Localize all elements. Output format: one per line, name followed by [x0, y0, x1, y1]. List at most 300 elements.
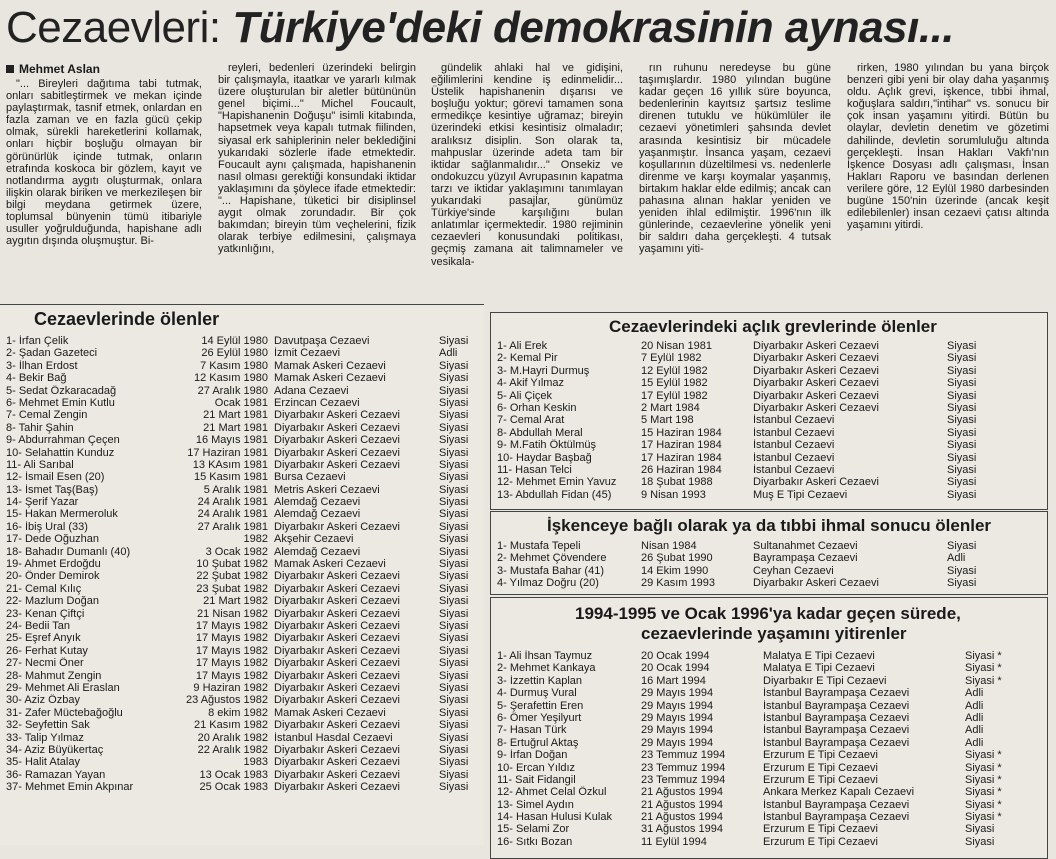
row-name: 17- Dede Oğuzhan	[6, 533, 99, 546]
row-name: 37- Mehmet Emin Akpınar	[6, 781, 134, 794]
row-name: 12- İsmail Esen (20)	[6, 471, 105, 484]
row-date: 20 Nisan 1981	[641, 340, 712, 352]
row-date: 12 Kasım 1980	[194, 372, 268, 385]
row-name: 20- Önder Demirok	[6, 570, 100, 583]
row-name: 27- Necmi Öner	[6, 657, 84, 670]
row-date: 11 Eylül 1994	[641, 835, 707, 848]
row-date: 12 Eylül 1982	[641, 364, 708, 377]
column-text: "... Bireyleri dağıtıma tabi tutmak, onları sabitleştirmek ve mekan içinde paylaştırmak, tasnif etmek, onlardan en fazla zaman ve en fazla gücü çekip olmak, sürekli hareketlerini kollamak, onları hiçbir boşluğu olmayan bir görünürlük içinde tutmak, onların etrafında koskoca bir gözlem, kayıt ve notlandırma aygıtı oluşturmak, onlara ilişkin olarak biriken ve merkezileşen bir bilgi meydana getirmek üzere, toplumsal bünyenin tümü itibariyle usuller yoğrulduğunda, hapishane adlı aygıtın dışında oluşmuştur. Bi-	[6, 78, 202, 248]
row-date: 16 Mayıs 1981	[195, 434, 268, 447]
row-name: 10- Ercan Yıldız	[497, 761, 576, 774]
row-date: 24 Aralık 1981	[197, 508, 268, 521]
row-date: 17 Mayıs 1982	[195, 619, 268, 632]
row-date: 18 Şubat 1988	[641, 476, 713, 489]
row-date: 20 Aralık 1982	[197, 731, 268, 744]
row-type: Siyasi *	[965, 650, 1002, 662]
row-type: Siyasi	[947, 364, 977, 377]
row-prison: Adana Cezaevi	[274, 384, 349, 397]
row-prison: Alemdağ Cezaevi	[274, 508, 361, 521]
row-type: Siyasi	[439, 508, 469, 521]
article-column-5	[847, 62, 1049, 302]
row-prison: Erzincan Cezaevi	[274, 396, 360, 409]
row-type: Siyasi	[439, 719, 469, 732]
row-prison: Diyarbakır Askeri Cezaevi	[274, 520, 400, 533]
row-prison: Bursa Cezaevi	[274, 471, 346, 484]
row-type: Siyasi	[439, 595, 469, 608]
row-prison: Diyarbakır Askeri Cezaevi	[274, 644, 400, 657]
row-type: Siyasi	[439, 669, 469, 682]
row-date: 7 Eylül 1982	[641, 352, 702, 365]
row-date: 23 Temmuz 1994	[641, 773, 726, 786]
row-date: 23 Ağustos 1982	[186, 694, 268, 707]
row-prison: İstanbul Cezaevi	[753, 439, 835, 452]
row-prison: Diyarbakır Askeri Cezaevi	[274, 607, 400, 620]
row-date: 1982	[243, 533, 268, 546]
row-date: 21 Ağustos 1994	[641, 798, 723, 811]
row-type: Siyasi	[439, 372, 469, 385]
row-date: 3 Ocak 1982	[205, 545, 268, 558]
headline-plain: Cezaevleri:	[6, 3, 233, 52]
row-date: 26 Eylül 1980	[201, 347, 268, 360]
row-type: Siyasi	[947, 451, 977, 464]
row-type: Siyasi	[439, 681, 469, 694]
row-name: 13- Simel Aydın	[497, 798, 574, 811]
row-prison: İstanbul Bayrampaşa Cezaevi	[763, 724, 910, 737]
row-date: 17 Haziran 1984	[641, 439, 722, 452]
row-name: 4- Durmuş Vural	[497, 687, 577, 700]
row-type: Siyasi	[439, 533, 469, 546]
row-prison: Diyarbakır Askeri Cezaevi	[274, 681, 400, 694]
row-type: Adli	[965, 724, 984, 737]
row-date: 26 Haziran 1984	[641, 463, 722, 476]
row-date: 17 Haziran 1984	[641, 451, 722, 464]
row-date: 16 Mart 1994	[641, 674, 706, 687]
row-prison: İstanbul Bayrampaşa Cezaevi	[763, 699, 910, 712]
row-prison: Malatya E Tipi Cezaevi	[763, 662, 875, 675]
row-name: 1- Mustafa Tepeli	[497, 540, 581, 552]
byline-square-icon	[6, 65, 14, 73]
row-name: 6- Ömer Yeşilyurt	[497, 711, 582, 724]
row-prison: Diyarbakır Askeri Cezaevi	[274, 743, 400, 756]
row-prison: Erzurum E Tipi Cezaevi	[763, 835, 878, 848]
row-prison: Erzurum E Tipi Cezaevi	[763, 749, 878, 762]
row-name: 9- Abdurrahman Çeçen	[6, 434, 120, 447]
author-name: Mehmet Aslan	[19, 62, 100, 76]
row-type: Siyasi	[439, 570, 469, 583]
row-name: 7- Cemal Zengin	[6, 409, 88, 422]
row-type: Siyasi	[947, 463, 977, 476]
row-prison: Diyarbakır Askeri Cezaevi	[274, 694, 400, 707]
row-type: Siyasi	[439, 471, 469, 484]
row-type: Siyasi *	[965, 773, 1002, 786]
row-type: Siyasi *	[965, 749, 1002, 762]
row-name: 33- Talip Yılmaz	[6, 731, 84, 744]
row-name: 1- İrfan Çelik	[6, 335, 69, 347]
row-prison: İstanbul Bayrampaşa Cezaevi	[763, 711, 910, 724]
row-date: 5 Aralık 1981	[203, 483, 268, 496]
row-type: Siyasi	[439, 644, 469, 657]
row-name: 21- Cemal Kılıç	[6, 582, 82, 595]
article-column-2	[218, 62, 416, 302]
torture-title: İşkenceye bağlı olarak ya da tıbbi ihmal sonucu ölenler	[547, 516, 992, 535]
row-type: Siyasi	[439, 359, 469, 372]
row-prison: Bayrampaşa Cezaevi	[753, 552, 858, 565]
row-type: Siyasi	[439, 446, 469, 459]
row-type: Siyasi	[439, 335, 469, 347]
row-name: 1- Ali Erek	[497, 340, 548, 352]
row-type: Siyasi	[439, 496, 469, 509]
row-name: 19- Ahmet Erdoğdu	[6, 558, 101, 571]
row-name: 9- İrfan Doğan	[497, 749, 568, 762]
recent-title-2: cezaevlerinde yaşamını yitirenler	[641, 624, 907, 643]
row-name: 24- Bedii Tan	[6, 619, 71, 632]
row-date: 21 Nisan 1982	[197, 607, 268, 620]
row-prison: Mamak Askeri Cezaevi	[274, 359, 386, 372]
article-column-1	[6, 78, 202, 300]
row-prison: Diyarbakır Askeri Cezaevi	[753, 364, 879, 377]
row-date: 17 Mayıs 1982	[195, 669, 268, 682]
row-prison: İstanbul Cezaevi	[753, 463, 835, 476]
row-prison: Metris Askeri Cezaevi	[274, 483, 380, 496]
row-date: 29 Mayıs 1994	[641, 687, 714, 700]
headline-emphasis: Türkiye'deki demokrasinin aynası...	[232, 3, 955, 52]
row-type: Siyasi	[965, 835, 995, 848]
row-name: 18- Bahadır Dumanlı (40)	[6, 545, 131, 558]
row-prison: İstanbul Bayrampaşa Cezaevi	[763, 811, 910, 824]
row-name: 31- Zafer Müctebağoğlu	[6, 706, 123, 719]
row-date: 5 Mart 198	[641, 414, 694, 427]
row-name: 9- M.Fatih Öktülmüş	[497, 439, 597, 452]
row-prison: Diyarbakır Askeri Cezaevi	[274, 619, 400, 632]
row-type: Siyasi	[439, 607, 469, 620]
row-type: Siyasi	[439, 657, 469, 670]
row-name: 6- Mehmet Emin Kutlu	[6, 396, 115, 409]
row-date: 21 Kasım 1982	[194, 719, 268, 732]
row-date: 13 KAsım 1981	[192, 458, 268, 471]
row-prison: Diyarbakır Askeri Cezaevi	[274, 434, 400, 447]
row-prison: Akşehir Cezaevi	[274, 533, 354, 546]
row-date: 24 Aralık 1981	[197, 496, 268, 509]
row-date: 29 Mayıs 1994	[641, 736, 714, 749]
row-name: 16- İbiş Ural (33)	[6, 520, 88, 533]
row-type: Siyasi	[947, 389, 977, 402]
row-name: 6- Orhan Keskin	[497, 401, 577, 414]
row-date: 26 Şubat 1990	[641, 552, 713, 565]
row-type: Siyasi	[439, 483, 469, 496]
row-date: 17 Eylül 1982	[641, 389, 708, 402]
row-prison: Diyarbakır Askeri Cezaevi	[753, 352, 879, 365]
row-date: Ocak 1981	[214, 396, 268, 409]
row-type: Siyasi	[439, 409, 469, 422]
row-name: 3- İlhan Erdost	[6, 359, 78, 372]
row-date: 17 Haziran 1981	[187, 446, 268, 459]
row-type: Siyasi	[439, 545, 469, 558]
row-prison: Diyarbakır Askeri Cezaevi	[274, 582, 400, 595]
row-prison: Diyarbakır Askeri Cezaevi	[274, 421, 400, 434]
row-prison: Malatya E Tipi Cezaevi	[763, 650, 875, 662]
row-type: Siyasi *	[965, 798, 1002, 811]
row-type: Siyasi	[439, 582, 469, 595]
row-type: Siyasi	[439, 619, 469, 632]
column-text: gündelik ahlaki hal ve gidişini, eğilimlerini kendine iş edinmelidir... Üstelik hapishanenin dışarısı ve boşluğu yoktur; görevi tamamen sona ermedikçe kesintiye uğramaz; bireyin üzerindeki etkisi kesintisiz olmaladır; aralıksız disiplin. Son olarak ta, mahpuslar üzerinde adeta tam bir iktidar sağlanmalıdır..." Onsekiz ve ondokuzcu yüzyıl Avrupasının kapatma tarzı ve iktidar yaklaşımını tanımlayan yukarıdaki pasajlar, günümüz Türkiye'sinde karşılığını bulan anlatımlar içermektedir. 1980 rejiminin cezaevleri konusundaki politikası, geçmiş zamana ait talimnameler ve vesikala-	[431, 62, 623, 268]
row-name: 4- Bekir Bağ	[6, 372, 67, 385]
row-prison: Diyarbakır Askeri Cezaevi	[753, 476, 879, 489]
row-type: Siyasi	[947, 352, 977, 365]
row-type: Siyasi	[947, 340, 977, 352]
row-type: Siyasi	[947, 476, 977, 489]
row-type: Siyasi *	[965, 811, 1002, 824]
row-type: Siyasi *	[965, 786, 1002, 799]
row-prison: Diyarbakır Askeri Cezaevi	[274, 756, 400, 769]
row-name: 8- Abdullah Meral	[497, 426, 583, 439]
row-name: 15- Selami Zor	[497, 823, 570, 836]
row-prison: İstanbul Cezaevi	[753, 414, 835, 427]
hunger-title: Cezaevlerindeki açlık grevlerinde ölenler	[609, 317, 937, 336]
column-text: rirken, 1980 yılından bu yana birçok benzeri gibi yeni bir olay daha yaşanmış oldu. Açlık grevi, işkence, tıbbi ihmal, koğuşlara saldırı,"intihar" vs. sonucu bir çok insan yaşamını yitirdi. Bütün bu olaylar, devletin denetim ve gözetimi dahilinde, devletin sorumluluğu altında gerçekleşti. İnsan Hakları Vakfı'nın İşkence Dosyası adlı çalışması, İnsan Hakları Raporu ve basından derlenen verilere göre, 12 Eylül 1980 darbesinden bugüne 150'nin üzerinde (ancak keşit edilebilenler) insan cezaevi çatısı altında yaşamını yitirdi.	[847, 62, 1049, 232]
row-date: 21 Mart 1981	[203, 421, 268, 434]
deaths-title: Cezaevlerinde ölenler	[34, 309, 220, 329]
row-date: 29 Mayıs 1994	[641, 699, 714, 712]
row-name: 4- Akif Yılmaz	[497, 377, 565, 390]
row-type: Siyasi	[439, 743, 469, 756]
row-date: 9 Haziran 1982	[193, 681, 268, 694]
row-date: 23 Temmuz 1994	[641, 749, 726, 762]
row-prison: Diyarbakır Askeri Cezaevi	[274, 669, 400, 682]
row-prison: Diyarbakır Askeri Cezaevi	[753, 577, 879, 590]
row-prison: Diyarbakır Askeri Cezaevi	[274, 781, 400, 794]
row-date: 22 Şubat 1982	[196, 570, 268, 583]
row-prison: İstanbul Bayrampaşa Cezaevi	[763, 736, 910, 749]
row-name: 14- Hasan Hulusi Kulak	[497, 811, 612, 824]
row-prison: Diyarbakır Askeri Cezaevi	[274, 657, 400, 670]
row-name: 7- Cemal Arat	[497, 414, 565, 427]
row-name: 10- Haydar Başbağ	[497, 451, 592, 464]
row-name: 12- Mehmet Emin Yavuz	[497, 476, 617, 489]
row-prison: Ankara Merkez Kapalı Cezaevi	[763, 786, 915, 799]
row-type: Siyasi	[947, 414, 977, 427]
article-column-3	[431, 62, 623, 302]
row-prison: Erzurum E Tipi Cezaevi	[763, 823, 878, 836]
row-type: Siyasi	[439, 421, 469, 434]
row-prison: Ceyhan Cezaevi	[753, 564, 834, 577]
row-name: 25- Eşref Anyık	[6, 632, 81, 645]
row-prison: Diyarbakır Askeri Cezaevi	[274, 595, 400, 608]
row-type: Siyasi	[439, 731, 469, 744]
row-type: Siyasi	[439, 458, 469, 471]
row-name: 34- Aziz Büyükertaç	[6, 743, 104, 756]
row-type: Siyasi	[439, 756, 469, 769]
row-type: Adli	[947, 552, 966, 565]
row-prison: İstanbul Cezaevi	[753, 426, 835, 439]
row-name: 29- Mehmet Ali Eraslan	[6, 681, 120, 694]
row-prison: Diyarbakır E Tipi Cezaevi	[763, 674, 887, 687]
row-prison: Diyarbakır Askeri Cezaevi	[753, 377, 879, 390]
row-type: Siyasi	[439, 694, 469, 707]
row-type: Siyasi	[439, 434, 469, 447]
row-name: 23- Kenan Çiftçi	[6, 607, 85, 620]
row-name: 13- İsmet Taş(Baş)	[6, 483, 99, 496]
row-type: Siyasi *	[965, 662, 1002, 675]
row-name: 11- Ali Sarıbal	[6, 458, 74, 471]
row-type: Adli	[965, 699, 984, 712]
row-name: 26- Ferhat Kutay	[6, 644, 88, 657]
byline	[6, 62, 100, 76]
row-type: Adli	[439, 347, 458, 360]
row-date: 7 Kasım 1980	[200, 359, 268, 372]
row-date: 21 Ağustos 1994	[641, 811, 723, 824]
article-column-4	[639, 62, 831, 302]
row-name: 5- Ali Çiçek	[497, 389, 553, 402]
row-type: Siyasi	[965, 823, 995, 836]
row-type: Siyasi	[439, 781, 469, 794]
row-name: 36- Ramazan Yayan	[6, 768, 106, 781]
row-name: 14- Şerif Yazar	[6, 496, 79, 509]
row-type: Siyasi	[439, 520, 469, 533]
row-name: 30- Aziz Özbay	[6, 694, 80, 707]
row-prison: Alemdağ Cezaevi	[274, 545, 361, 558]
row-name: 7- Hasan Türk	[497, 724, 567, 737]
row-date: 25 Ocak 1983	[199, 781, 268, 794]
row-prison: Diyarbakır Askeri Cezaevi	[274, 446, 400, 459]
row-name: 2- Mehmet Kankaya	[497, 662, 596, 675]
row-type: Siyasi *	[965, 761, 1002, 774]
row-name: 15- Hakan Mermeroluk	[6, 508, 118, 521]
row-name: 2- Kemal Pir	[497, 352, 558, 365]
row-type: Siyasi	[947, 401, 977, 414]
row-date: 29 Kasım 1993	[641, 577, 715, 590]
row-date: 27 Aralık 1980	[197, 384, 268, 397]
row-name: 5- Sedat Özkaracadağ	[6, 384, 117, 397]
headline	[6, 0, 954, 58]
row-date: 13 Ocak 1983	[199, 768, 268, 781]
row-type: Siyasi	[947, 577, 977, 590]
row-date: 15 Haziran 1984	[641, 426, 722, 439]
row-name: 28- Mahmut Zengin	[6, 669, 102, 682]
row-prison: Erzurum E Tipi Cezaevi	[763, 773, 878, 786]
row-date: 29 Mayıs 1994	[641, 711, 714, 724]
row-prison: Sultanahmet Cezaevi	[753, 540, 858, 552]
row-type: Siyasi	[439, 396, 469, 409]
row-date: 15 Kasım 1981	[194, 471, 268, 484]
row-type: Adli	[965, 736, 984, 749]
row-prison: Diyarbakır Askeri Cezaevi	[753, 340, 879, 352]
row-type: Siyasi	[947, 439, 977, 452]
row-prison: Muş E Tipi Cezaevi	[753, 488, 848, 501]
torture-table	[490, 511, 1048, 595]
row-date: 31 Ağustos 1994	[641, 823, 723, 836]
row-prison: Diyarbakır Askeri Cezaevi	[274, 458, 400, 471]
row-prison: Mamak Askeri Cezaevi	[274, 558, 386, 571]
row-name: 2- Mehmet Çövendere	[497, 552, 607, 565]
row-type: Adli	[965, 711, 984, 724]
row-type: Siyasi	[439, 706, 469, 719]
row-name: 3- M.Hayri Durmuş	[497, 364, 590, 377]
row-date: 14 Eylül 1980	[201, 335, 268, 347]
row-name: 13- Abdullah Fidan (45)	[497, 488, 612, 501]
deaths-table	[0, 304, 484, 845]
row-date: 20 Ocak 1994	[641, 662, 710, 675]
hunger-strike-table	[490, 312, 1048, 510]
row-date: 9 Nisan 1993	[641, 488, 706, 501]
row-name: 8- Ertuğrul Aktaş	[497, 736, 579, 749]
row-name: 22- Mazlum Doğan	[6, 595, 99, 608]
column-text: rın ruhunu neredeyse bu güne taşımışlardır. 1980 yılından bugüne kadar geçen 16 yıllık süre boyunca, bedenlerinin kayıtsız şartsız teslime direnen tutuklu ve hükümlüler ile cezaevi yönetimleri şahsında devlet arasında kesintisiz bir mücadele yaşanmıştır. İnsanca yaşam, cezaevi koşullarının düzeltilmesi vs. nedenlerle direnme ve karşı koymalar yaşanmış, birtakım haklar elde edilmiş; ancak can pahasına alınan haklar yeniden ve yeniden ihlal edilmiştir. 1996'nın ilk günlerinde, cezaevlerine yönelik yeni bir saldırı daha gerçekleşti. 4 tutsak yaşamını yiti-	[639, 62, 831, 256]
row-name: 35- Halit Atalay	[6, 756, 80, 769]
row-name: 3- Mustafa Bahar (41)	[497, 564, 604, 577]
row-name: 12- Ahmet Celal Özkul	[497, 786, 607, 799]
row-type: Siyasi	[439, 384, 469, 397]
row-prison: Davutpaşa Cezaevi	[274, 335, 370, 347]
row-prison: İzmit Cezaevi	[274, 347, 341, 360]
row-name: 2- Şadan Gazeteci	[6, 347, 98, 360]
row-date: 17 Mayıs 1982	[195, 644, 268, 657]
row-name: 5- Şerafettin Eren	[497, 699, 584, 712]
row-name: 10- Selahattin Kunduz	[6, 446, 115, 459]
row-prison: İstanbul Hasdal Cezaevi	[274, 731, 393, 744]
row-name: 3- İzzettin Kaplan	[497, 674, 582, 687]
row-date: Nisan 1984	[641, 540, 697, 552]
row-date: 29 Mayıs 1994	[641, 724, 714, 737]
row-date: 14 Ekim 1990	[641, 564, 709, 577]
row-date: 27 Aralık 1981	[197, 520, 268, 533]
recent-deaths-table	[490, 597, 1048, 859]
row-name: 11- Hasan Telci	[497, 463, 572, 476]
row-date: 8 ekim 1982	[208, 706, 268, 719]
row-date: 20 Ocak 1994	[641, 650, 710, 662]
row-name: 11- Sait Fidangil	[497, 773, 576, 786]
row-date: 23 Şubat 1982	[196, 582, 268, 595]
row-prison: İstanbul Bayrampaşa Cezaevi	[763, 798, 910, 811]
row-name: 16- Sıtkı Bozan	[497, 835, 573, 848]
row-type: Siyasi	[947, 488, 977, 501]
row-prison: İstanbul Cezaevi	[753, 451, 835, 464]
row-date: 21 Mart 1982	[203, 595, 268, 608]
row-prison: İstanbul Bayrampaşa Cezaevi	[763, 687, 910, 700]
row-type: Siyasi	[947, 426, 977, 439]
recent-title-1: 1994-1995 ve Ocak 1996'ya kadar geçen sürede,	[575, 604, 961, 623]
row-name: 8- Tahir Şahin	[6, 421, 74, 434]
row-type: Siyasi	[947, 377, 977, 390]
row-prison: Alemdağ Cezaevi	[274, 496, 361, 509]
row-type: Adli	[965, 687, 984, 700]
column-text: reyleri, bedenleri üzerindeki belirgin bir çalışmayla, itaatkar ve yararlı kılmak üzere oluşturulan bir aletler bütününün genel biçimi..." Michel Foucault, "Hapishanenin Doğuşu" isimli kitabında, hapsetmek veya kapalı tutmak fiilinden, siyasal erk sahiplerinin neler beklediğini yukarıdaki sözlerle ifade etmektedir. Foucault aynı çalışmada, hapishanenin nasıl olması gerektiği konsundaki iktidar yaklaşımını da şöylece ifade etmektedir: "... Hapishane, tüketici bir disiplinsel aygıt olmak zorundadır. Bir çok bakımdan; bireyin tüm veçhelerini, fizik olarak terbiye edilmesini, çalışmaya yatkınlığını,	[218, 62, 416, 256]
row-name: 4- Yılmaz Doğru (20)	[497, 577, 599, 590]
row-prison: Erzurum E Tipi Cezaevi	[763, 761, 878, 774]
row-date: 17 Mayıs 1982	[195, 657, 268, 670]
row-date: 2 Mart 1984	[641, 401, 700, 414]
row-date: 10 Şubat 1982	[196, 558, 268, 571]
row-date: 23 Temmuz 1994	[641, 761, 726, 774]
row-date: 21 Mart 1981	[203, 409, 268, 422]
row-prison: Diyarbakır Askeri Cezaevi	[753, 389, 879, 402]
row-prison: Mamak Askeri Cezaevi	[274, 706, 386, 719]
row-prison: Diyarbakır Askeri Cezaevi	[274, 719, 400, 732]
row-date: 17 Mayıs 1982	[195, 632, 268, 645]
row-date: 22 Aralık 1982	[197, 743, 268, 756]
row-date: 15 Eylül 1982	[641, 377, 708, 390]
row-prison: Diyarbakır Askeri Cezaevi	[753, 401, 879, 414]
row-prison: Diyarbakır Askeri Cezaevi	[274, 409, 400, 422]
row-type: Siyasi	[947, 540, 977, 552]
row-date: 21 Ağustos 1994	[641, 786, 723, 799]
row-type: Siyasi *	[965, 674, 1002, 687]
row-name: 1- Ali İhsan Taymuz	[497, 650, 593, 662]
row-name: 32- Seyfettin Sak	[6, 719, 90, 732]
row-prison: Diyarbakır Askeri Cezaevi	[274, 570, 400, 583]
row-type: Siyasi	[439, 558, 469, 571]
row-type: Siyasi	[947, 564, 977, 577]
row-prison: Diyarbakır Askeri Cezaevi	[274, 632, 400, 645]
